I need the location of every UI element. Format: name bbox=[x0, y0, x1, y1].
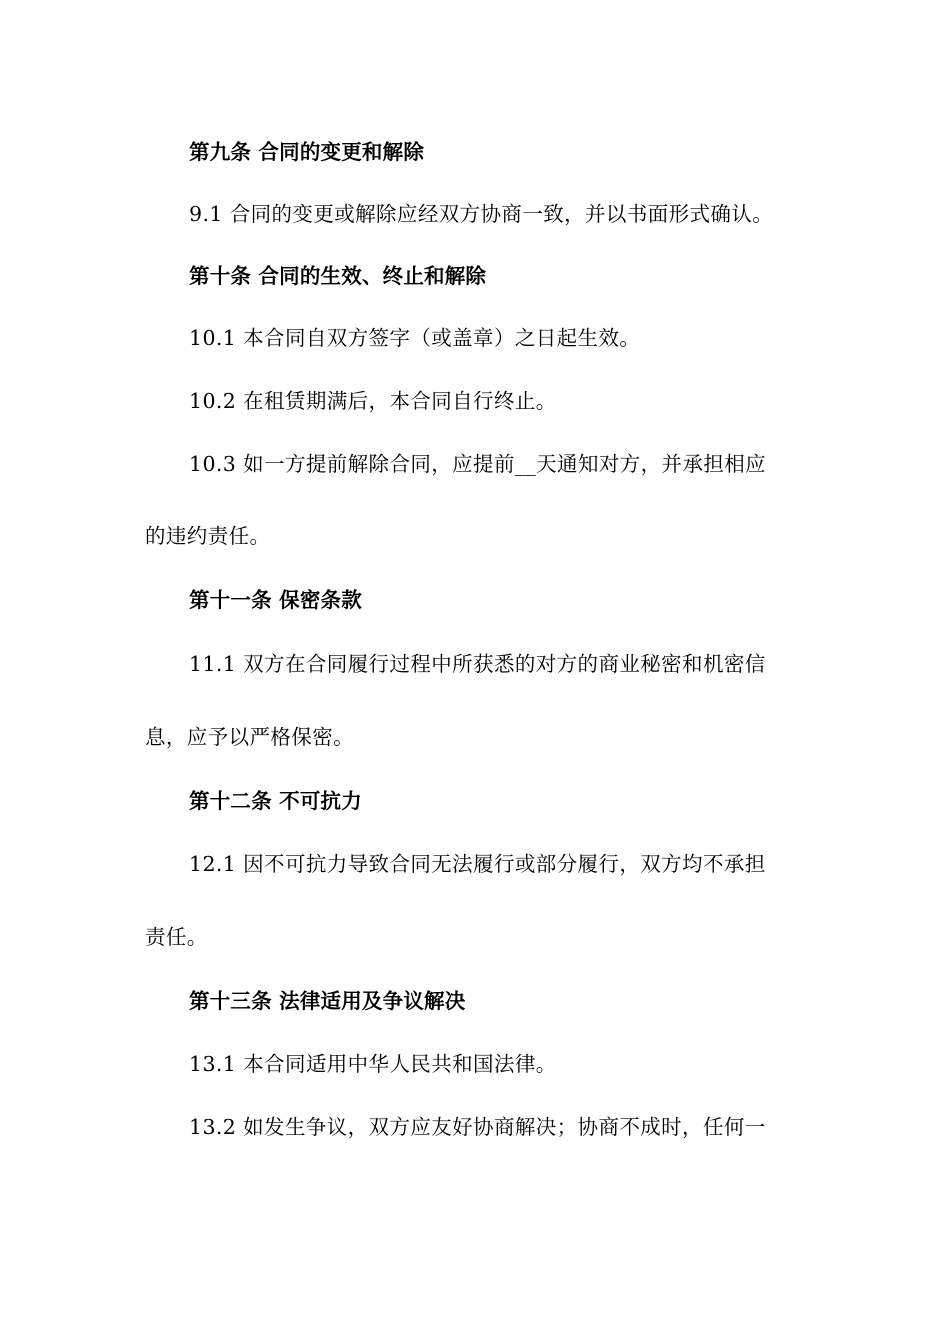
article-13-heading: 第十三条 法律适用及争议解决 bbox=[189, 989, 466, 1013]
clause-12-1-line-2: 责任。 bbox=[145, 925, 208, 949]
clause-9-1: 9.1 合同的变更或解除应经双方协商一致，并以书面形式确认。 bbox=[189, 202, 774, 226]
clause-10-1: 10.1 本合同自双方签字（或盖章）之日起生效。 bbox=[189, 326, 641, 350]
clause-10-2: 10.2 在租赁期满后，本合同自行终止。 bbox=[189, 389, 557, 413]
clause-10-3-line-1: 10.3 如一方提前解除合同，应提前__天通知对方，并承担相应 bbox=[189, 452, 767, 476]
clause-13-2-line-1: 13.2 如发生争议，双方应友好协商解决；协商不成时，任何一 bbox=[189, 1115, 766, 1139]
clause-10-3-line-2: 的违约责任。 bbox=[145, 524, 271, 548]
clause-13-1: 13.1 本合同适用中华人民共和国法律。 bbox=[189, 1052, 557, 1076]
clause-12-1-line-1: 12.1 因不可抗力导致合同无法履行或部分履行，双方均不承担 bbox=[189, 852, 766, 876]
article-10-heading: 第十条 合同的生效、终止和解除 bbox=[189, 264, 487, 288]
article-9-heading: 第九条 合同的变更和解除 bbox=[189, 140, 425, 164]
clause-11-1-line-1: 11.1 双方在合同履行过程中所获悉的对方的商业秘密和机密信 bbox=[189, 652, 766, 676]
article-11-heading: 第十一条 保密条款 bbox=[189, 588, 362, 612]
article-12-heading: 第十二条 不可抗力 bbox=[189, 789, 362, 813]
clause-11-1-line-2: 息，应予以严格保密。 bbox=[145, 725, 354, 749]
